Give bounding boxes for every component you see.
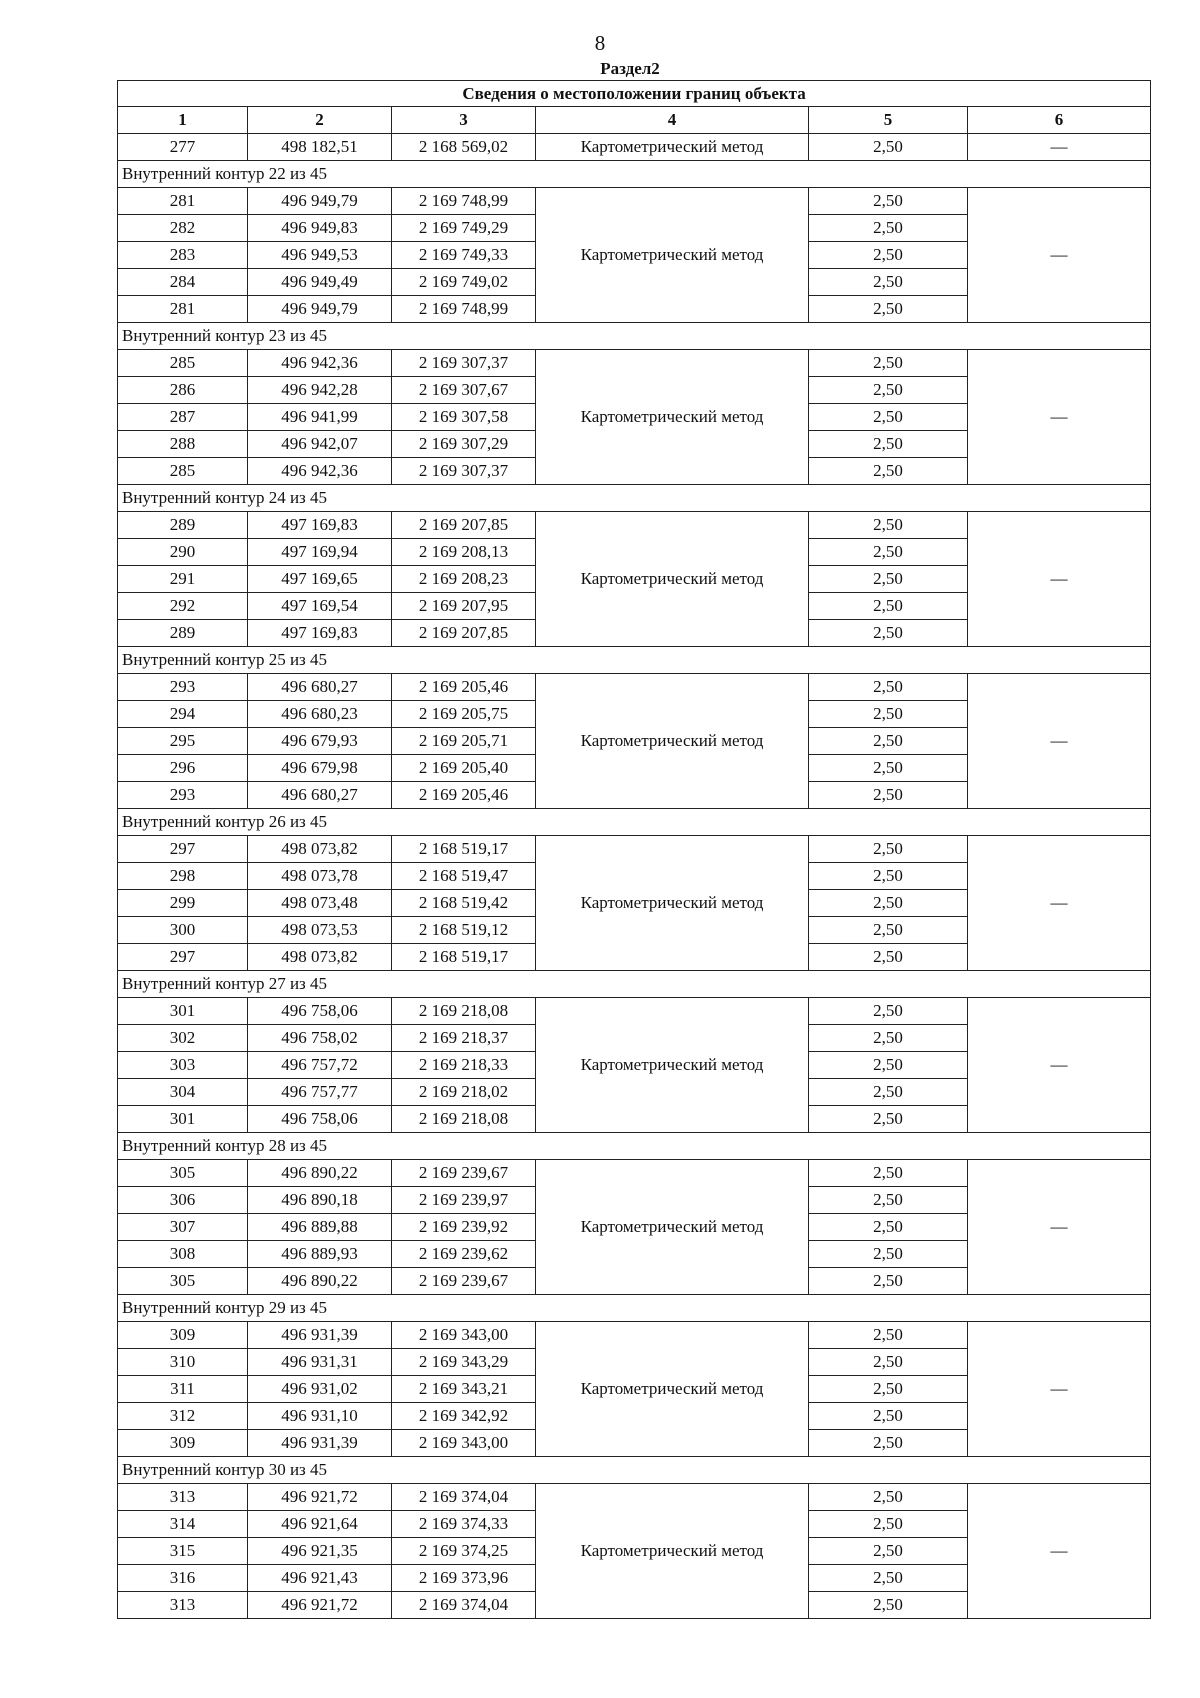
contour-label: Внутренний контур 27 из 45 [118, 971, 1151, 998]
point-number-cell: 295 [118, 728, 248, 755]
x-coordinate-cell: 498 073,53 [248, 917, 392, 944]
point-number-cell: 310 [118, 1349, 248, 1376]
y-coordinate-cell: 2 169 208,23 [392, 566, 536, 593]
contour-label: Внутренний контур 28 из 45 [118, 1133, 1151, 1160]
point-number-cell: 288 [118, 431, 248, 458]
point-number-cell: 302 [118, 1025, 248, 1052]
point-number-cell: 290 [118, 539, 248, 566]
point-number-cell: 298 [118, 863, 248, 890]
y-coordinate-cell: 2 169 239,67 [392, 1268, 536, 1295]
x-coordinate-cell: 496 931,31 [248, 1349, 392, 1376]
x-coordinate-cell: 496 931,39 [248, 1322, 392, 1349]
x-coordinate-cell: 496 941,99 [248, 404, 392, 431]
point-number-cell: 304 [118, 1079, 248, 1106]
x-coordinate-cell: 497 169,83 [248, 512, 392, 539]
note-cell: — [968, 1484, 1151, 1619]
contour-header-row [118, 1295, 1151, 1322]
x-coordinate-cell: 496 921,64 [248, 1511, 392, 1538]
point-number-cell: 306 [118, 1187, 248, 1214]
point-number-cell: 305 [118, 1268, 248, 1295]
point-number-cell: 300 [118, 917, 248, 944]
x-coordinate-cell: 496 949,79 [248, 188, 392, 215]
y-coordinate-cell: 2 169 343,00 [392, 1322, 536, 1349]
point-number-cell: 308 [118, 1241, 248, 1268]
x-coordinate-cell: 497 169,94 [248, 539, 392, 566]
column-number: 2 [248, 107, 392, 134]
table-head [118, 81, 1151, 134]
accuracy-cell: 2,50 [809, 1052, 968, 1079]
point-number-cell: 291 [118, 566, 248, 593]
accuracy-cell: 2,50 [809, 1322, 968, 1349]
x-coordinate-cell: 496 942,07 [248, 431, 392, 458]
x-coordinate-cell: 496 921,43 [248, 1565, 392, 1592]
y-coordinate-cell: 2 169 239,67 [392, 1160, 536, 1187]
point-number-cell: 303 [118, 1052, 248, 1079]
y-coordinate-cell: 2 169 374,33 [392, 1511, 536, 1538]
point-number-cell: 316 [118, 1565, 248, 1592]
y-coordinate-cell: 2 169 239,97 [392, 1187, 536, 1214]
x-coordinate-cell: 498 073,82 [248, 944, 392, 971]
note-cell: — [968, 1322, 1151, 1457]
note-cell: — [968, 836, 1151, 971]
accuracy-cell: 2,50 [809, 620, 968, 647]
point-number-cell: 293 [118, 782, 248, 809]
accuracy-cell: 2,50 [809, 1025, 968, 1052]
y-coordinate-cell: 2 169 307,37 [392, 458, 536, 485]
method-cell: Картометрический метод [536, 1322, 809, 1457]
table-row [118, 674, 1151, 701]
point-number-cell: 313 [118, 1484, 248, 1511]
accuracy-cell: 2,50 [809, 1349, 968, 1376]
y-coordinate-cell: 2 169 205,40 [392, 755, 536, 782]
contour-header-row [118, 809, 1151, 836]
method-cell: Картометрический метод [536, 134, 809, 161]
y-coordinate-cell: 2 169 749,33 [392, 242, 536, 269]
point-number-cell: 292 [118, 593, 248, 620]
y-coordinate-cell: 2 169 218,08 [392, 1106, 536, 1133]
accuracy-cell: 2,50 [809, 539, 968, 566]
x-coordinate-cell: 496 921,35 [248, 1538, 392, 1565]
accuracy-cell: 2,50 [809, 1268, 968, 1295]
method-cell: Картометрический метод [536, 674, 809, 809]
point-number-cell: 293 [118, 674, 248, 701]
table-caption-row [118, 81, 1151, 107]
accuracy-cell: 2,50 [809, 917, 968, 944]
accuracy-cell: 2,50 [809, 1106, 968, 1133]
point-number-cell: 281 [118, 188, 248, 215]
point-number-cell: 285 [118, 458, 248, 485]
x-coordinate-cell: 497 169,54 [248, 593, 392, 620]
x-coordinate-cell: 496 679,93 [248, 728, 392, 755]
point-number-cell: 282 [118, 215, 248, 242]
x-coordinate-cell: 496 942,28 [248, 377, 392, 404]
accuracy-cell: 2,50 [809, 836, 968, 863]
x-coordinate-cell: 497 169,83 [248, 620, 392, 647]
accuracy-cell: 2,50 [809, 755, 968, 782]
note-cell: — [968, 512, 1151, 647]
point-number-cell: 315 [118, 1538, 248, 1565]
point-number-cell: 307 [118, 1214, 248, 1241]
contour-label: Внутренний контур 29 из 45 [118, 1295, 1151, 1322]
table-row [118, 998, 1151, 1025]
point-number-cell: 305 [118, 1160, 248, 1187]
accuracy-cell: 2,50 [809, 998, 968, 1025]
point-number-cell: 284 [118, 269, 248, 296]
x-coordinate-cell: 496 680,23 [248, 701, 392, 728]
accuracy-cell: 2,50 [809, 1376, 968, 1403]
note-cell: — [968, 134, 1151, 161]
y-coordinate-cell: 2 169 207,95 [392, 593, 536, 620]
point-number-cell: 301 [118, 1106, 248, 1133]
contour-header-row [118, 647, 1151, 674]
point-number-cell: 309 [118, 1430, 248, 1457]
accuracy-cell: 2,50 [809, 1403, 968, 1430]
y-coordinate-cell: 2 168 519,47 [392, 863, 536, 890]
accuracy-cell: 2,50 [809, 593, 968, 620]
method-cell: Картометрический метод [536, 350, 809, 485]
x-coordinate-cell: 496 758,02 [248, 1025, 392, 1052]
x-coordinate-cell: 497 169,65 [248, 566, 392, 593]
note-cell: — [968, 674, 1151, 809]
point-number-cell: 277 [118, 134, 248, 161]
x-coordinate-cell: 498 073,48 [248, 890, 392, 917]
contour-header-row [118, 485, 1151, 512]
method-cell: Картометрический метод [536, 1160, 809, 1295]
point-number-cell: 287 [118, 404, 248, 431]
contour-header-row [118, 323, 1151, 350]
y-coordinate-cell: 2 169 749,02 [392, 269, 536, 296]
method-cell: Картометрический метод [536, 998, 809, 1133]
y-coordinate-cell: 2 169 207,85 [392, 512, 536, 539]
page-number: 8 [594, 31, 606, 55]
y-coordinate-cell: 2 168 519,17 [392, 836, 536, 863]
y-coordinate-cell: 2 169 748,99 [392, 296, 536, 323]
y-coordinate-cell: 2 168 519,12 [392, 917, 536, 944]
x-coordinate-cell: 496 890,22 [248, 1160, 392, 1187]
y-coordinate-cell: 2 169 205,75 [392, 701, 536, 728]
point-number-cell: 285 [118, 350, 248, 377]
table-row [118, 836, 1151, 863]
x-coordinate-cell: 496 949,53 [248, 242, 392, 269]
y-coordinate-cell: 2 169 373,96 [392, 1565, 536, 1592]
accuracy-cell: 2,50 [809, 782, 968, 809]
accuracy-cell: 2,50 [809, 1565, 968, 1592]
table-row [118, 1322, 1151, 1349]
y-coordinate-cell: 2 169 374,25 [392, 1538, 536, 1565]
accuracy-cell: 2,50 [809, 458, 968, 485]
x-coordinate-cell: 498 073,78 [248, 863, 392, 890]
point-number-cell: 313 [118, 1592, 248, 1619]
accuracy-cell: 2,50 [809, 890, 968, 917]
contour-header-row [118, 971, 1151, 998]
note-cell: — [968, 350, 1151, 485]
y-coordinate-cell: 2 169 748,99 [392, 188, 536, 215]
contour-label: Внутренний контур 30 из 45 [118, 1457, 1151, 1484]
x-coordinate-cell: 496 931,02 [248, 1376, 392, 1403]
y-coordinate-cell: 2 168 569,02 [392, 134, 536, 161]
accuracy-cell: 2,50 [809, 1511, 968, 1538]
table-row [118, 1484, 1151, 1511]
accuracy-cell: 2,50 [809, 431, 968, 458]
accuracy-cell: 2,50 [809, 674, 968, 701]
x-coordinate-cell: 496 757,72 [248, 1052, 392, 1079]
accuracy-cell: 2,50 [809, 215, 968, 242]
y-coordinate-cell: 2 169 218,02 [392, 1079, 536, 1106]
accuracy-cell: 2,50 [809, 1079, 968, 1106]
x-coordinate-cell: 498 182,51 [248, 134, 392, 161]
x-coordinate-cell: 496 921,72 [248, 1592, 392, 1619]
point-number-cell: 311 [118, 1376, 248, 1403]
section-title: Раздел2 [600, 59, 660, 78]
x-coordinate-cell: 496 757,77 [248, 1079, 392, 1106]
x-coordinate-cell: 496 949,79 [248, 296, 392, 323]
x-coordinate-cell: 498 073,82 [248, 836, 392, 863]
contour-label: Внутренний контур 22 из 45 [118, 161, 1151, 188]
x-coordinate-cell: 496 889,93 [248, 1241, 392, 1268]
accuracy-cell: 2,50 [809, 944, 968, 971]
boundary-coordinates-table [117, 80, 1151, 1619]
accuracy-cell: 2,50 [809, 269, 968, 296]
y-coordinate-cell: 2 168 519,42 [392, 890, 536, 917]
accuracy-cell: 2,50 [809, 1484, 968, 1511]
column-number: 4 [536, 107, 809, 134]
accuracy-cell: 2,50 [809, 404, 968, 431]
accuracy-cell: 2,50 [809, 512, 968, 539]
contour-label: Внутренний контур 24 из 45 [118, 485, 1151, 512]
y-coordinate-cell: 2 169 205,46 [392, 782, 536, 809]
column-number: 6 [968, 107, 1151, 134]
y-coordinate-cell: 2 169 218,08 [392, 998, 536, 1025]
contour-label: Внутренний контур 25 из 45 [118, 647, 1151, 674]
x-coordinate-cell: 496 931,39 [248, 1430, 392, 1457]
note-cell: — [968, 1160, 1151, 1295]
y-coordinate-cell: 2 169 343,00 [392, 1430, 536, 1457]
x-coordinate-cell: 496 758,06 [248, 1106, 392, 1133]
point-number-cell: 283 [118, 242, 248, 269]
y-coordinate-cell: 2 169 239,62 [392, 1241, 536, 1268]
method-cell: Картометрический метод [536, 512, 809, 647]
accuracy-cell: 2,50 [809, 350, 968, 377]
method-cell: Картометрический метод [536, 188, 809, 323]
accuracy-cell: 2,50 [809, 1430, 968, 1457]
accuracy-cell: 2,50 [809, 377, 968, 404]
accuracy-cell: 2,50 [809, 1592, 968, 1619]
note-cell: — [968, 998, 1151, 1133]
point-number-cell: 299 [118, 890, 248, 917]
x-coordinate-cell: 496 921,72 [248, 1484, 392, 1511]
x-coordinate-cell: 496 680,27 [248, 674, 392, 701]
accuracy-cell: 2,50 [809, 863, 968, 890]
y-coordinate-cell: 2 169 239,92 [392, 1214, 536, 1241]
y-coordinate-cell: 2 169 343,21 [392, 1376, 536, 1403]
x-coordinate-cell: 496 931,10 [248, 1403, 392, 1430]
y-coordinate-cell: 2 169 342,92 [392, 1403, 536, 1430]
y-coordinate-cell: 2 169 205,71 [392, 728, 536, 755]
table-caption: Сведения о местоположении границ объекта [118, 81, 1151, 107]
point-number-cell: 309 [118, 1322, 248, 1349]
note-cell: — [968, 188, 1151, 323]
point-number-cell: 301 [118, 998, 248, 1025]
contour-header-row [118, 1133, 1151, 1160]
x-coordinate-cell: 496 949,83 [248, 215, 392, 242]
x-coordinate-cell: 496 758,06 [248, 998, 392, 1025]
y-coordinate-cell: 2 169 307,67 [392, 377, 536, 404]
y-coordinate-cell: 2 169 307,29 [392, 431, 536, 458]
point-number-cell: 294 [118, 701, 248, 728]
x-coordinate-cell: 496 942,36 [248, 458, 392, 485]
y-coordinate-cell: 2 169 374,04 [392, 1592, 536, 1619]
table-row [118, 512, 1151, 539]
point-number-cell: 312 [118, 1403, 248, 1430]
y-coordinate-cell: 2 169 218,37 [392, 1025, 536, 1052]
point-number-cell: 296 [118, 755, 248, 782]
accuracy-cell: 2,50 [809, 1160, 968, 1187]
y-coordinate-cell: 2 169 374,04 [392, 1484, 536, 1511]
table-row [118, 1160, 1151, 1187]
y-coordinate-cell: 2 169 307,37 [392, 350, 536, 377]
x-coordinate-cell: 496 679,98 [248, 755, 392, 782]
table-row [118, 188, 1151, 215]
x-coordinate-cell: 496 942,36 [248, 350, 392, 377]
accuracy-cell: 2,50 [809, 188, 968, 215]
column-number-row [118, 107, 1151, 134]
y-coordinate-cell: 2 169 205,46 [392, 674, 536, 701]
accuracy-cell: 2,50 [809, 728, 968, 755]
x-coordinate-cell: 496 890,22 [248, 1268, 392, 1295]
y-coordinate-cell: 2 169 218,33 [392, 1052, 536, 1079]
contour-header-row [118, 161, 1151, 188]
point-number-cell: 297 [118, 836, 248, 863]
point-number-cell: 289 [118, 512, 248, 539]
table-body [118, 134, 1151, 1619]
point-number-cell: 297 [118, 944, 248, 971]
table-row [118, 350, 1151, 377]
accuracy-cell: 2,50 [809, 1241, 968, 1268]
contour-header-row [118, 1457, 1151, 1484]
accuracy-cell: 2,50 [809, 1214, 968, 1241]
accuracy-cell: 2,50 [809, 134, 968, 161]
accuracy-cell: 2,50 [809, 1187, 968, 1214]
point-number-cell: 289 [118, 620, 248, 647]
point-number-cell: 281 [118, 296, 248, 323]
y-coordinate-cell: 2 169 749,29 [392, 215, 536, 242]
x-coordinate-cell: 496 890,18 [248, 1187, 392, 1214]
x-coordinate-cell: 496 889,88 [248, 1214, 392, 1241]
y-coordinate-cell: 2 169 307,58 [392, 404, 536, 431]
method-cell: Картометрический метод [536, 1484, 809, 1619]
accuracy-cell: 2,50 [809, 296, 968, 323]
point-number-cell: 286 [118, 377, 248, 404]
table-row [118, 134, 1151, 161]
x-coordinate-cell: 496 680,27 [248, 782, 392, 809]
x-coordinate-cell: 496 949,49 [248, 269, 392, 296]
column-number: 3 [392, 107, 536, 134]
y-coordinate-cell: 2 168 519,17 [392, 944, 536, 971]
accuracy-cell: 2,50 [809, 701, 968, 728]
accuracy-cell: 2,50 [809, 242, 968, 269]
y-coordinate-cell: 2 169 208,13 [392, 539, 536, 566]
accuracy-cell: 2,50 [809, 566, 968, 593]
contour-label: Внутренний контур 26 из 45 [118, 809, 1151, 836]
contour-label: Внутренний контур 23 из 45 [118, 323, 1151, 350]
column-number: 1 [118, 107, 248, 134]
method-cell: Картометрический метод [536, 836, 809, 971]
y-coordinate-cell: 2 169 343,29 [392, 1349, 536, 1376]
point-number-cell: 314 [118, 1511, 248, 1538]
column-number: 5 [809, 107, 968, 134]
accuracy-cell: 2,50 [809, 1538, 968, 1565]
y-coordinate-cell: 2 169 207,85 [392, 620, 536, 647]
